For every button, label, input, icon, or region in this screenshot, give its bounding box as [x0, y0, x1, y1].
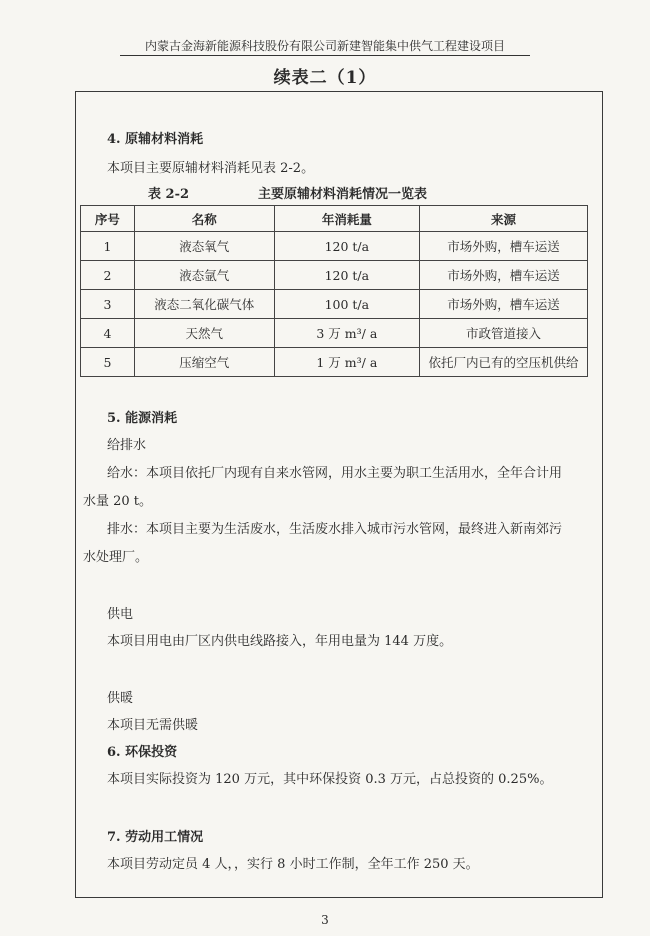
power-heading: 供电 [107, 607, 134, 622]
column-header: 序号 [81, 206, 135, 232]
table-cell: 4 [81, 319, 135, 348]
table-cell: 3 [81, 290, 135, 319]
column-header: 名称 [134, 206, 274, 232]
document-header: 内蒙古金海新能源科技股份有限公司新建智能集中供气工程建设项目 [120, 37, 530, 56]
power-text: 本项目用电由厂区内供电线路接入，年用电量为 144 万度。 [107, 634, 453, 649]
table-cell: 120 t/a [274, 232, 419, 261]
table-cell: 市场外购，槽车运送 [420, 232, 588, 261]
heating-heading: 供暖 [107, 691, 134, 706]
table-row [81, 232, 588, 261]
heating-text: 本项目无需供暖 [107, 718, 199, 733]
water-heading: 给排水 [107, 438, 147, 453]
table-cell: 液态二氧化碳气体 [134, 290, 274, 319]
table-cell: 液态氩气 [134, 261, 274, 290]
page-number: 3 [321, 913, 329, 927]
drainage-text: 排水：本项目主要为生活废水，生活废水排入城市污水管网，最终进入新南郊污 [107, 522, 563, 537]
table-cell: 100 t/a [274, 290, 419, 319]
table-cell: 市场外购，槽车运送 [420, 261, 588, 290]
table-header-row [81, 206, 588, 232]
column-header: 来源 [420, 206, 588, 232]
table-row [81, 290, 588, 319]
table-cell: 1 [81, 232, 135, 261]
table-cell: 市政管道接入 [420, 319, 588, 348]
water-supply-text-cont: 水量 20 t。 [83, 494, 153, 509]
table-row [81, 319, 588, 348]
table-cell: 压缩空气 [134, 348, 274, 377]
column-header: 年消耗量 [274, 206, 419, 232]
section7-text: 本项目劳动定员 4 人，，实行 8 小时工作制，全年工作 250 天。 [107, 857, 479, 872]
table-row [81, 348, 588, 377]
section6-text: 本项目实际投资为 120 万元，其中环保投资 0.3 万元，占总投资的 0.25%。 [107, 772, 553, 787]
table-cell: 依托厂内已有的空压机供给 [420, 348, 588, 377]
table-cell: 市场外购，槽车运送 [420, 290, 588, 319]
page-subtitle: 续表二（1） [273, 68, 377, 88]
section5-title: 5. 能源消耗 [107, 411, 178, 426]
section4-title: 4. 原辅材料消耗 [107, 132, 204, 147]
table-cell: 2 [81, 261, 135, 290]
table-number: 表 2-2 [148, 187, 190, 202]
table-title: 主要原辅材料消耗情况一览表 [258, 187, 428, 202]
section4-intro: 本项目主要原辅材料消耗见表 2-2。 [107, 161, 315, 176]
table-cell: 5 [81, 348, 135, 377]
materials-table [80, 205, 588, 377]
table-cell: 120 t/a [274, 261, 419, 290]
section6-title: 6. 环保投资 [107, 745, 178, 760]
table-row [81, 261, 588, 290]
table-cell: 天然气 [134, 319, 274, 348]
water-supply-text: 给水：本项目依托厂内现有自来水管网，用水主要为职工生活用水，全年合计用 [107, 466, 563, 481]
drainage-text-cont: 水处理厂。 [83, 550, 149, 565]
table-cell: 液态氧气 [134, 232, 274, 261]
table-cell: 3 万 m³/ a [274, 319, 419, 348]
table-cell: 1 万 m³/ a [274, 348, 419, 377]
section7-title: 7. 劳动用工情况 [107, 830, 204, 845]
